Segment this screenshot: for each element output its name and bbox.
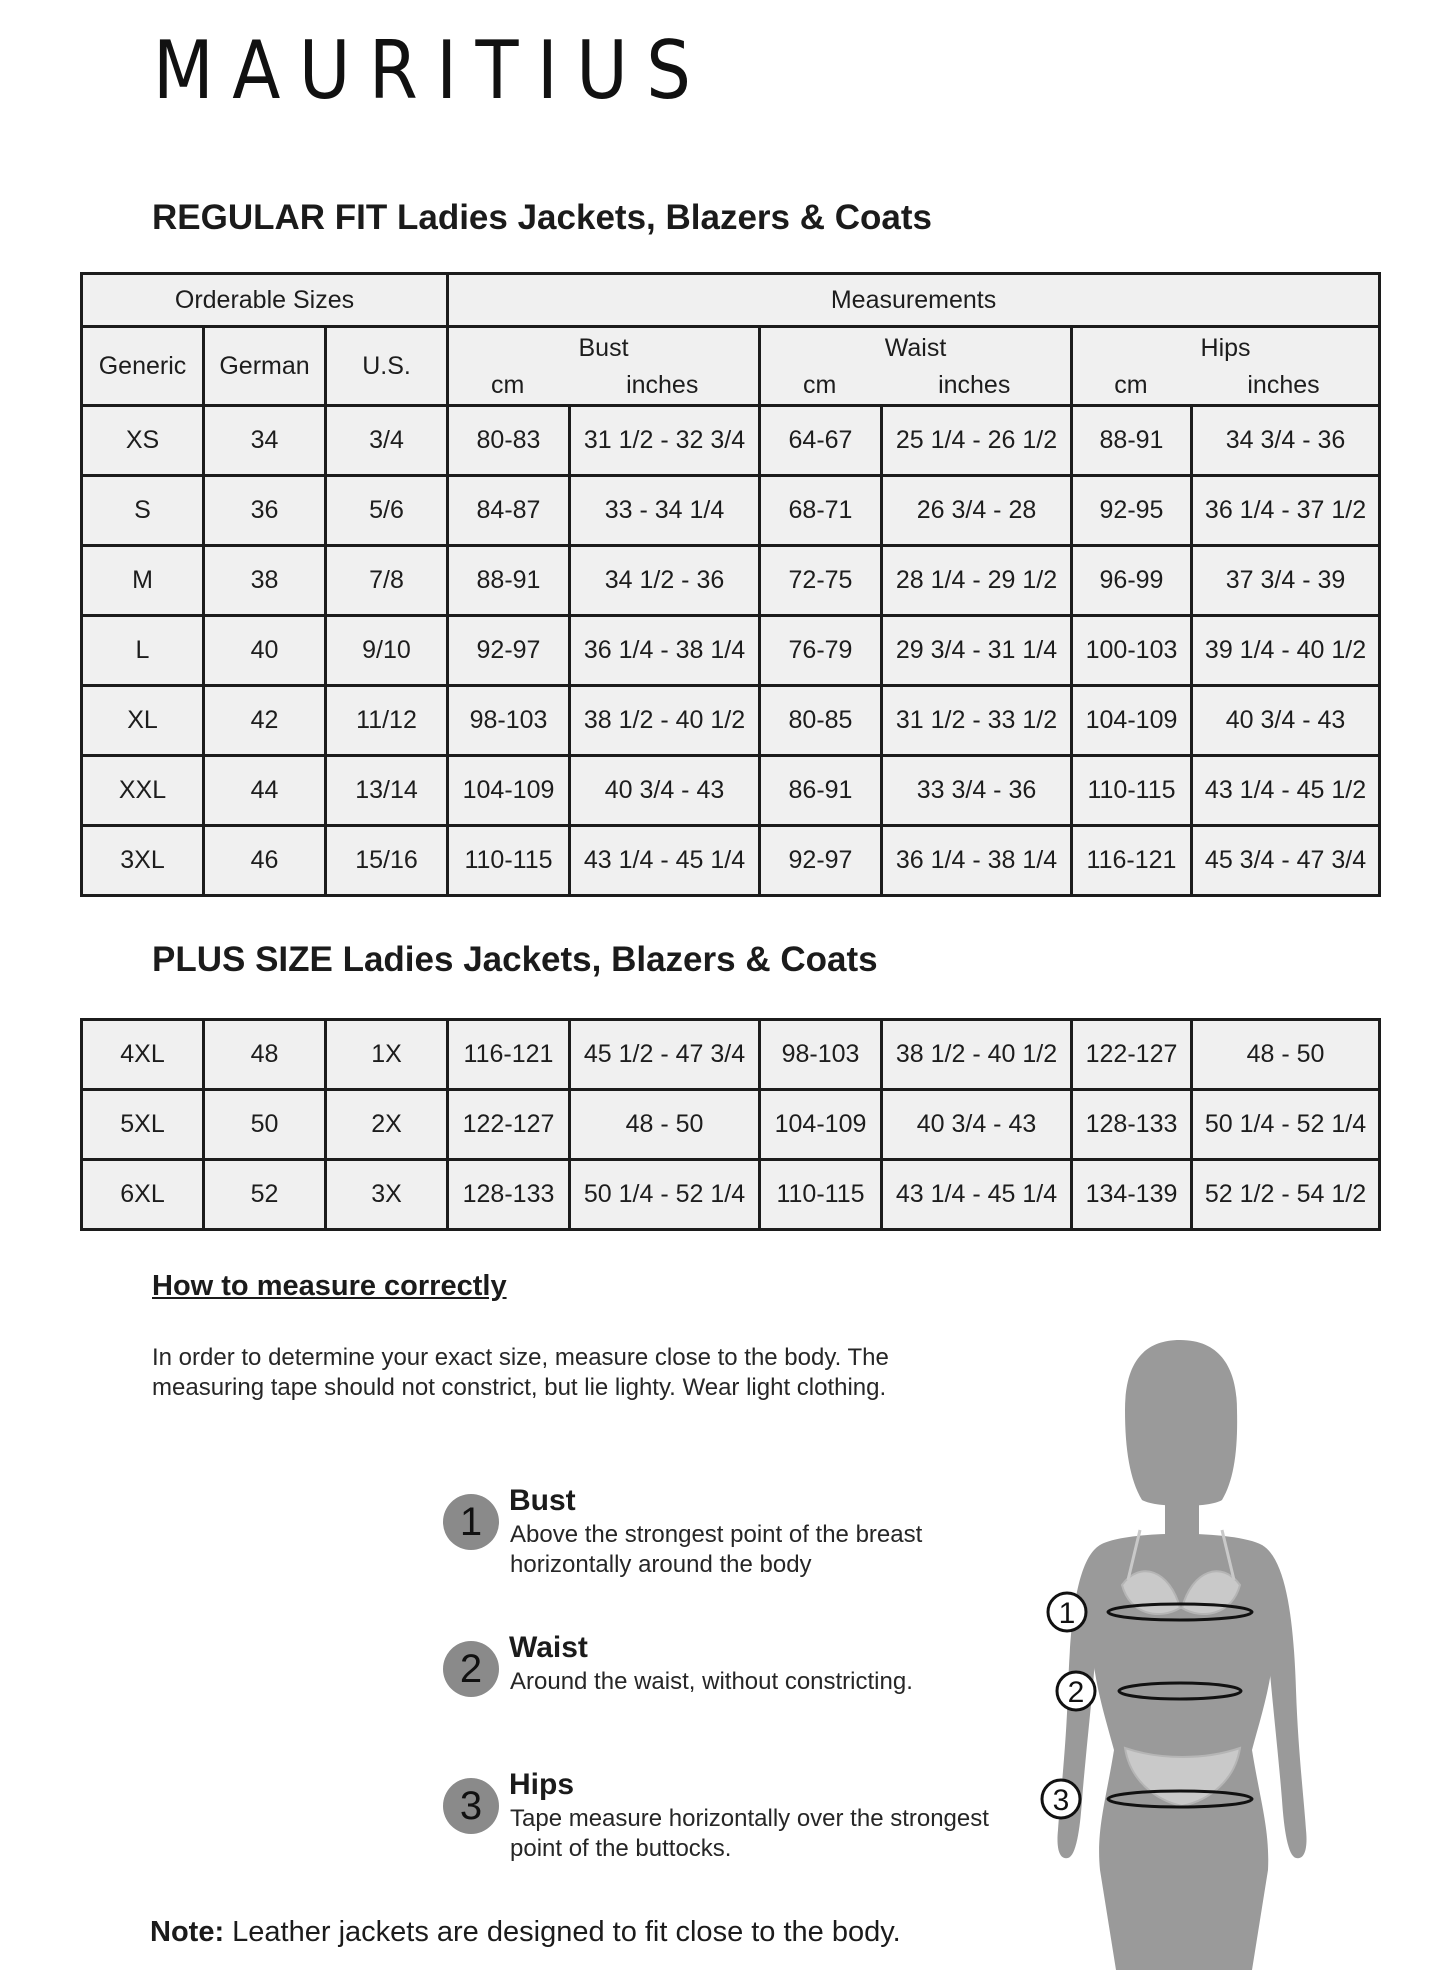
table-cell: 50 — [204, 1090, 326, 1160]
note-label: Note: — [150, 1916, 225, 1948]
table-cell: 38 — [204, 546, 326, 616]
table-cell: 80-83 — [448, 406, 570, 476]
step-title: Hips — [509, 1768, 575, 1801]
table-cell: S — [82, 476, 204, 546]
orderable-sizes-header: Orderable Sizes — [82, 274, 448, 327]
waist-label: Waist — [884, 334, 947, 362]
regular-size-row — [82, 826, 1380, 896]
table-cell: 40 3/4 - 43 — [1192, 686, 1380, 756]
table-cell: 45 1/2 - 47 3/4 — [570, 1020, 760, 1090]
table-cell: 15/16 — [326, 826, 448, 896]
regular-size-row — [82, 546, 1380, 616]
table-cell: 40 3/4 - 43 — [882, 1090, 1072, 1160]
bust-inches-label: inches — [626, 371, 699, 399]
table-cell: 25 1/4 - 26 1/2 — [882, 406, 1072, 476]
table-cell: 4XL — [82, 1020, 204, 1090]
step-title: Bust — [509, 1484, 576, 1517]
table-cell: 40 3/4 - 43 — [570, 756, 760, 826]
table-cell: 80-85 — [760, 686, 882, 756]
table-cell: 33 3/4 - 36 — [882, 756, 1072, 826]
table-cell: 45 3/4 - 47 3/4 — [1192, 826, 1380, 896]
table-cell: 9/10 — [326, 616, 448, 686]
leather-note — [150, 1916, 901, 1949]
table-cell: 43 1/4 - 45 1/2 — [1192, 756, 1380, 826]
table-cell: 36 1/4 - 38 1/4 — [882, 826, 1072, 896]
table-cell: 28 1/4 - 29 1/2 — [882, 546, 1072, 616]
table-cell: XXL — [82, 756, 204, 826]
step-number-badge: 2 — [443, 1641, 499, 1697]
german-header: German — [204, 327, 326, 406]
step-description: Around the waist, without constricting. — [510, 1668, 913, 1695]
plus-size-title: PLUS SIZE Ladies Jackets, Blazers & Coats — [152, 940, 878, 979]
marker-1-icon — [1048, 1593, 1086, 1631]
table-cell: 134-139 — [1072, 1160, 1192, 1230]
marker-2-label: 2 — [1067, 1676, 1085, 1709]
regular-size-row — [82, 616, 1380, 686]
table-cell: 128-133 — [1072, 1090, 1192, 1160]
table-cell: 46 — [204, 826, 326, 896]
regular-fit-title: REGULAR FIT Ladies Jackets, Blazers & Coats — [152, 198, 932, 237]
table-cell: 52 — [204, 1160, 326, 1230]
regular-size-table — [80, 272, 1381, 897]
table-cell: 42 — [204, 686, 326, 756]
table-cell: 110-115 — [760, 1160, 882, 1230]
table-cell: 38 1/2 - 40 1/2 — [570, 686, 760, 756]
table-cell: 34 1/2 - 36 — [570, 546, 760, 616]
table-cell: 3X — [326, 1160, 448, 1230]
table-cell: 92-97 — [760, 826, 882, 896]
regular-size-row — [82, 476, 1380, 546]
table-cell: 3/4 — [326, 406, 448, 476]
table-cell: 68-71 — [760, 476, 882, 546]
step-title: Waist — [509, 1631, 588, 1664]
table-cell: 6XL — [82, 1160, 204, 1230]
table-cell: 29 3/4 - 31 1/4 — [882, 616, 1072, 686]
bust-label: Bust — [578, 334, 629, 362]
hips-label: Hips — [1200, 334, 1251, 362]
table-cell: 48 — [204, 1020, 326, 1090]
table-cell: 37 3/4 - 39 — [1192, 546, 1380, 616]
table-cell: 96-99 — [1072, 546, 1192, 616]
table-cell: 116-121 — [448, 1020, 570, 1090]
measure-instructions: In order to determine your exact size, measure close to the body. The measuring tape should not constrict, but lie lighty. Wear light clothing. — [152, 1344, 889, 1401]
table-cell: 50 1/4 - 52 1/4 — [570, 1160, 760, 1230]
table-cell: 88-91 — [1072, 406, 1192, 476]
bust-header — [448, 327, 760, 406]
table-cell: 44 — [204, 756, 326, 826]
table-cell: 31 1/2 - 32 3/4 — [570, 406, 760, 476]
table-cell: XS — [82, 406, 204, 476]
table-cell: 36 — [204, 476, 326, 546]
bust-cm-label: cm — [491, 371, 525, 399]
marker-3-icon — [1042, 1780, 1080, 1818]
marker-1-label: 1 — [1058, 1597, 1076, 1630]
measurements-header: Measurements — [448, 274, 1380, 327]
table-cell: 116-121 — [1072, 826, 1192, 896]
table-cell: 5XL — [82, 1090, 204, 1160]
table-cell: 2X — [326, 1090, 448, 1160]
marker-3-label: 3 — [1052, 1784, 1070, 1817]
waist-cm-label: cm — [803, 371, 837, 399]
table-cell: 7/8 — [326, 546, 448, 616]
plus-size-row — [82, 1160, 1380, 1230]
table-cell: M — [82, 546, 204, 616]
step-description: Tape measure horizontally over the strongest point of the buttocks. — [510, 1805, 989, 1862]
table-cell: 128-133 — [448, 1160, 570, 1230]
table-cell: 1X — [326, 1020, 448, 1090]
table-cell: 39 1/4 - 40 1/2 — [1192, 616, 1380, 686]
table-cell: 13/14 — [326, 756, 448, 826]
brand-logo: MAURITIUS — [153, 24, 710, 117]
table-cell: 110-115 — [1072, 756, 1192, 826]
us-header: U.S. — [326, 327, 448, 406]
step-description: Above the strongest point of the breast horizontally around the body — [510, 1521, 923, 1578]
regular-size-row — [82, 756, 1380, 826]
hips-cm-label: cm — [1114, 371, 1148, 399]
table-cell: 50 1/4 - 52 1/4 — [1192, 1090, 1380, 1160]
waist-header — [760, 327, 1072, 406]
table-cell: 52 1/2 - 54 1/2 — [1192, 1160, 1380, 1230]
table-cell: 43 1/4 - 45 1/4 — [882, 1160, 1072, 1230]
plus-size-row — [82, 1090, 1380, 1160]
table-cell: 84-87 — [448, 476, 570, 546]
hips-header — [1072, 327, 1380, 406]
table-cell: 98-103 — [448, 686, 570, 756]
regular-size-row — [82, 686, 1380, 756]
table-cell: 92-95 — [1072, 476, 1192, 546]
table-cell: 34 3/4 - 36 — [1192, 406, 1380, 476]
table-cell: 40 — [204, 616, 326, 686]
table-cell: 43 1/4 - 45 1/4 — [570, 826, 760, 896]
table-cell: 86-91 — [760, 756, 882, 826]
table-cell: 5/6 — [326, 476, 448, 546]
generic-header: Generic — [82, 327, 204, 406]
table-cell: 104-109 — [1072, 686, 1192, 756]
step-number-badge: 1 — [443, 1494, 499, 1550]
table-cell: 33 - 34 1/4 — [570, 476, 760, 546]
body-silhouette-illustration — [1030, 1330, 1340, 1970]
table-cell: 64-67 — [760, 406, 882, 476]
plus-size-table — [80, 1018, 1381, 1231]
table-cell: 88-91 — [448, 546, 570, 616]
table-cell: 104-109 — [760, 1090, 882, 1160]
table-cell: XL — [82, 686, 204, 756]
table-cell: 48 - 50 — [570, 1090, 760, 1160]
table-cell: 110-115 — [448, 826, 570, 896]
table-cell: 98-103 — [760, 1020, 882, 1090]
table-cell: 48 - 50 — [1192, 1020, 1380, 1090]
table-cell: 122-127 — [1072, 1020, 1192, 1090]
table-cell: 72-75 — [760, 546, 882, 616]
table-cell: 11/12 — [326, 686, 448, 756]
table-cell: 34 — [204, 406, 326, 476]
table-cell: 122-127 — [448, 1090, 570, 1160]
hips-inches-label: inches — [1247, 371, 1320, 399]
table-cell: 92-97 — [448, 616, 570, 686]
table-cell: 31 1/2 - 33 1/2 — [882, 686, 1072, 756]
table-cell: L — [82, 616, 204, 686]
marker-2-icon — [1057, 1672, 1095, 1710]
step-number-badge: 3 — [443, 1778, 499, 1834]
table-cell: 104-109 — [448, 756, 570, 826]
table-cell: 3XL — [82, 826, 204, 896]
table-cell: 36 1/4 - 37 1/2 — [1192, 476, 1380, 546]
table-cell: 26 3/4 - 28 — [882, 476, 1072, 546]
plus-size-row — [82, 1020, 1380, 1090]
table-cell: 76-79 — [760, 616, 882, 686]
table-cell: 38 1/2 - 40 1/2 — [882, 1020, 1072, 1090]
table-cell: 36 1/4 - 38 1/4 — [570, 616, 760, 686]
note-text: Leather jackets are designed to fit close to the body. — [224, 1916, 901, 1948]
how-to-measure-heading: How to measure correctly — [152, 1270, 507, 1302]
table-cell: 100-103 — [1072, 616, 1192, 686]
waist-inches-label: inches — [938, 371, 1011, 399]
regular-size-row — [82, 406, 1380, 476]
